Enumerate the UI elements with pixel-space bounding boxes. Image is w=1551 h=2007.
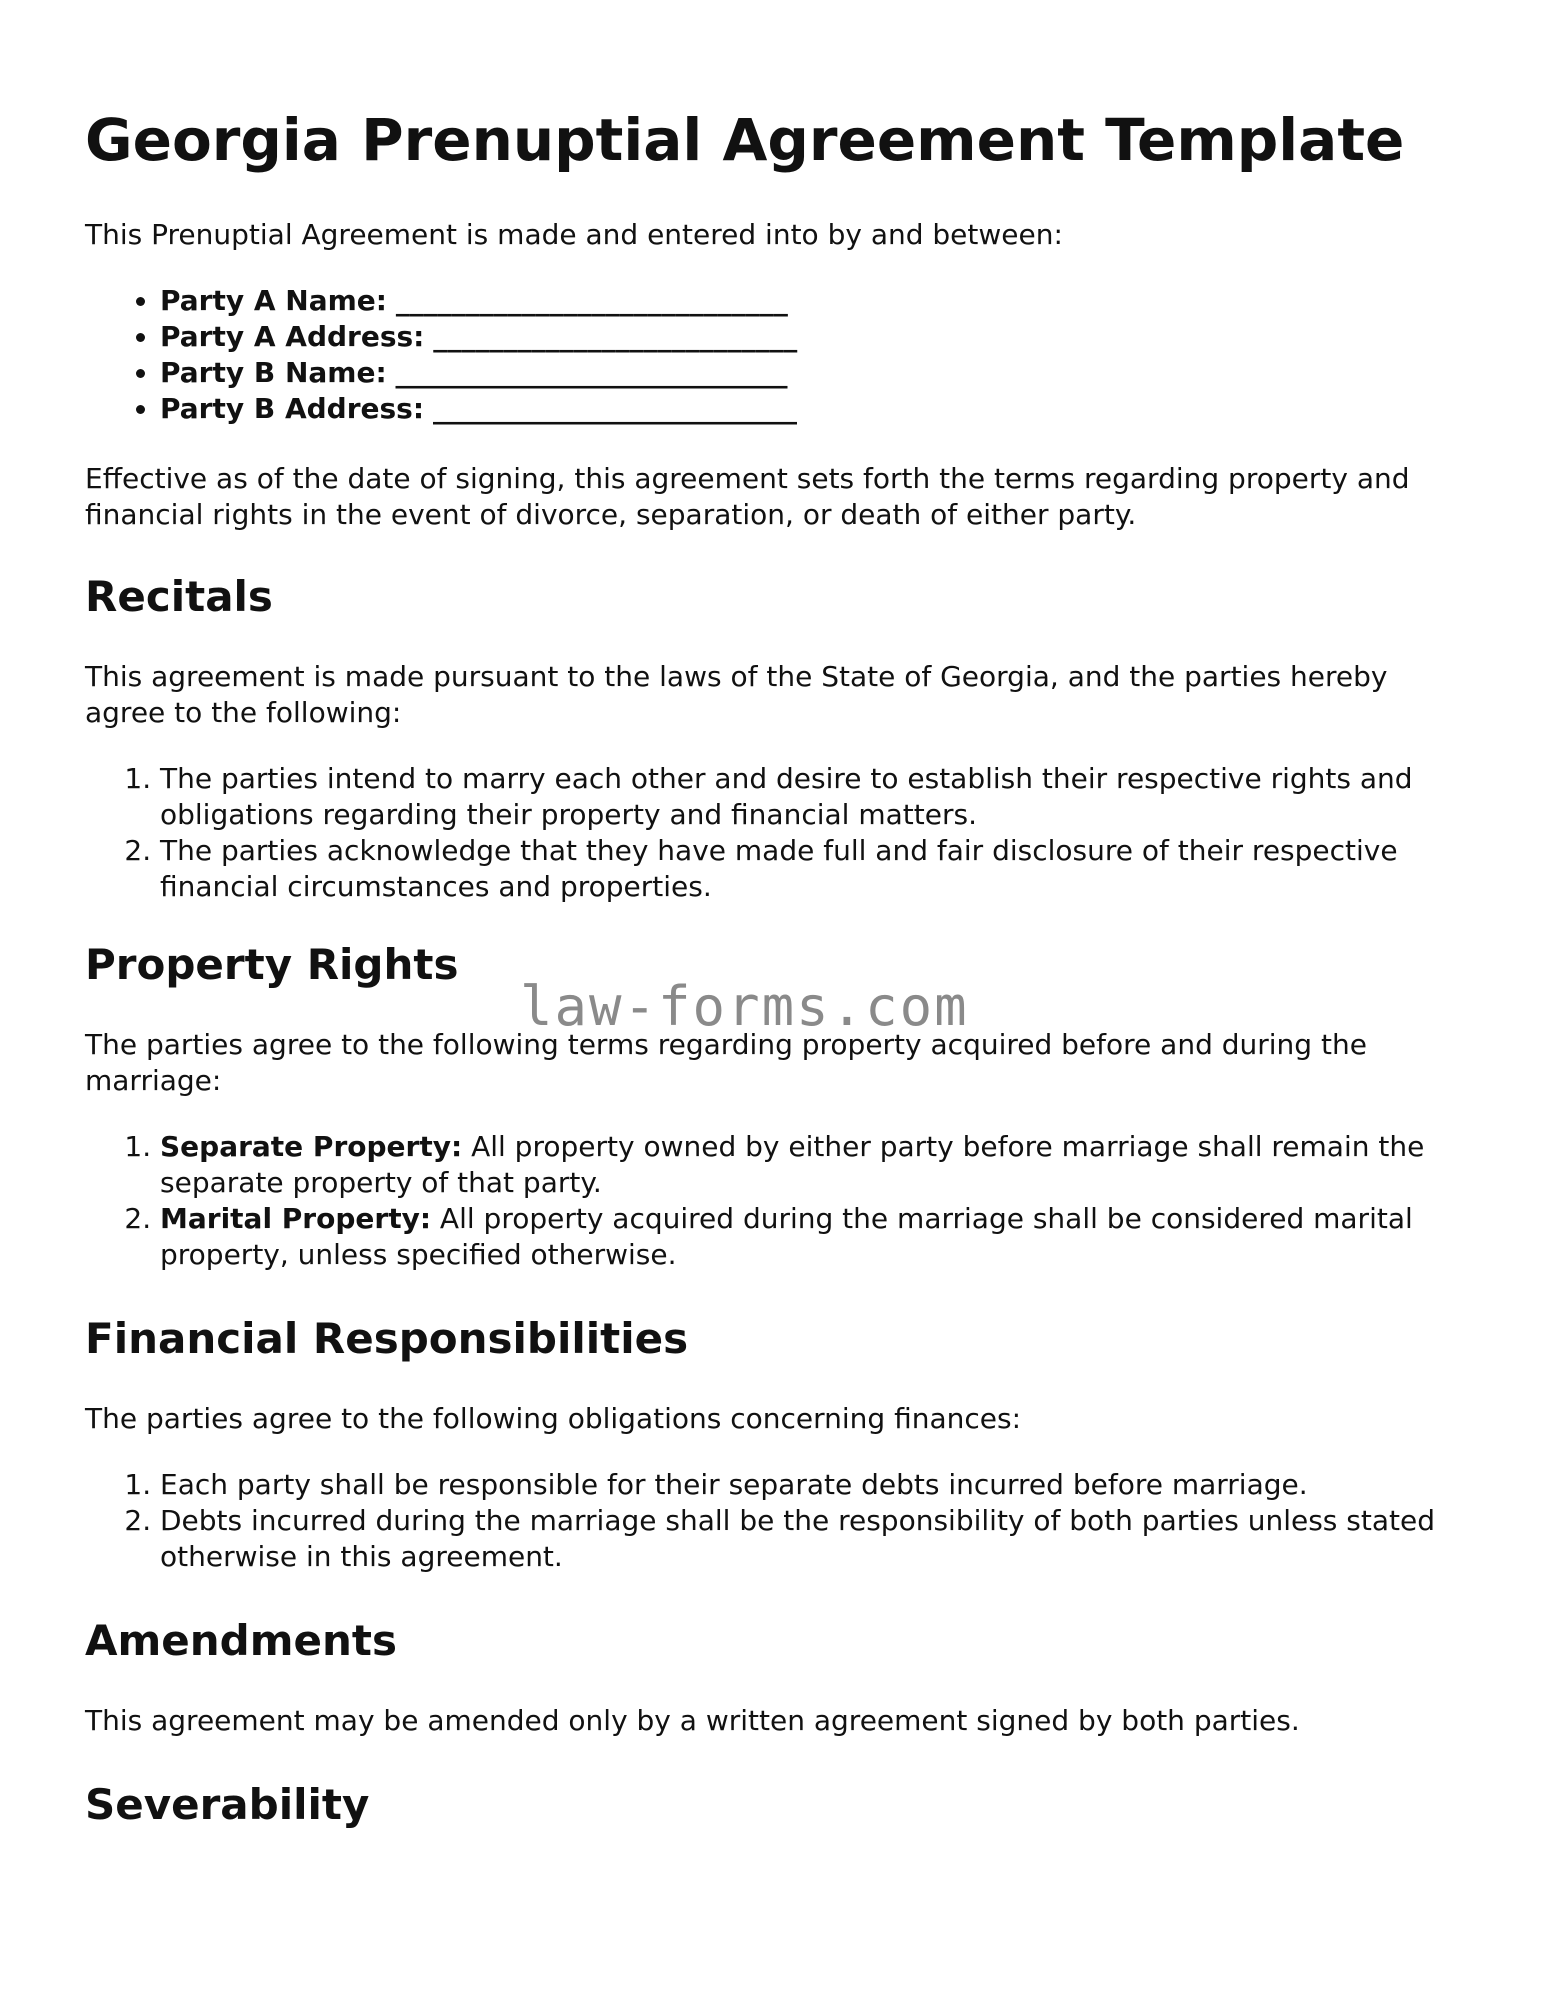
party-b-address-label: Party B Address: [160, 392, 425, 425]
recitals-text: This agreement is made pursuant to the laws of the State of Georgia, and the parties hereby agree to the following: [85, 660, 1388, 729]
amendments-heading: Amendments [85, 1616, 397, 1665]
financial-list [85, 1467, 1475, 1575]
intro-text: This Prenuptial Agreement is made and entered into by and between: [85, 218, 1063, 251]
recitals-list [85, 761, 1475, 905]
party-a-address-blank: __________________________ [433, 320, 798, 353]
list-item [160, 1129, 1475, 1201]
party-b-name-blank: ____________________________ [395, 356, 788, 389]
party-a-name-blank: ____________________________ [395, 284, 788, 317]
recitals-heading: Recitals [85, 572, 273, 621]
marital-property-label: Marital Property: [160, 1202, 432, 1235]
list-item: 2. Debts incurred during the marriage shall be the responsibility of both parties unless stated otherwise in this agreement. [160, 1503, 1475, 1575]
list-item: 1. The parties intend to marry each other and desire to establish their respective rights and obligations regarding their property and financial matters. [160, 761, 1475, 833]
financial-text: The parties agree to the following obligations concerning finances: [85, 1402, 1022, 1435]
list-item: 2. The parties acknowledge that they have made full and fair disclosure of their respective financial circumstances and properties. [160, 833, 1475, 905]
list-item [160, 283, 1475, 319]
effective-text: Effective as of the date of signing, this agreement sets forth the terms regarding property and financial rights in the event of divorce, separation, or death of either party. [85, 462, 1410, 531]
financial-heading: Financial Responsibilities [85, 1314, 689, 1363]
amendments-text: This agreement may be amended only by a written agreement signed by both parties. [85, 1704, 1300, 1737]
property-rights-heading: Property Rights [85, 940, 459, 989]
marital-property-text: All property acquired during the marriage shall be considered marital property, unless specified otherwise. [160, 1202, 1413, 1271]
list-item: 1. Each party shall be responsible for their separate debts incurred before marriage. [160, 1467, 1475, 1503]
separate-property-text: All property owned by either party before marriage shall remain the separate property of that party. [160, 1130, 1425, 1199]
list-item [160, 319, 1475, 355]
separate-property-label: Separate Property: [160, 1130, 463, 1163]
parties-list [85, 283, 1475, 427]
party-a-name-label: Party A Name: [160, 284, 387, 317]
list-item [160, 1201, 1475, 1273]
severability-heading: Severability [85, 1780, 370, 1829]
property-rights-list [85, 1129, 1475, 1273]
party-b-name-label: Party B Name: [160, 356, 387, 389]
party-a-address-label: Party A Address: [160, 320, 425, 353]
watermark: law-forms.com [520, 975, 969, 1038]
property-rights-text: The parties agree to the following terms regarding property acquired before and during the marriage: [85, 1028, 1367, 1097]
party-b-address-blank: __________________________ [432, 392, 797, 425]
list-item [160, 355, 1475, 391]
document-title: Georgia Prenuptial Agreement Template [85, 106, 1405, 174]
list-item [160, 391, 1475, 427]
